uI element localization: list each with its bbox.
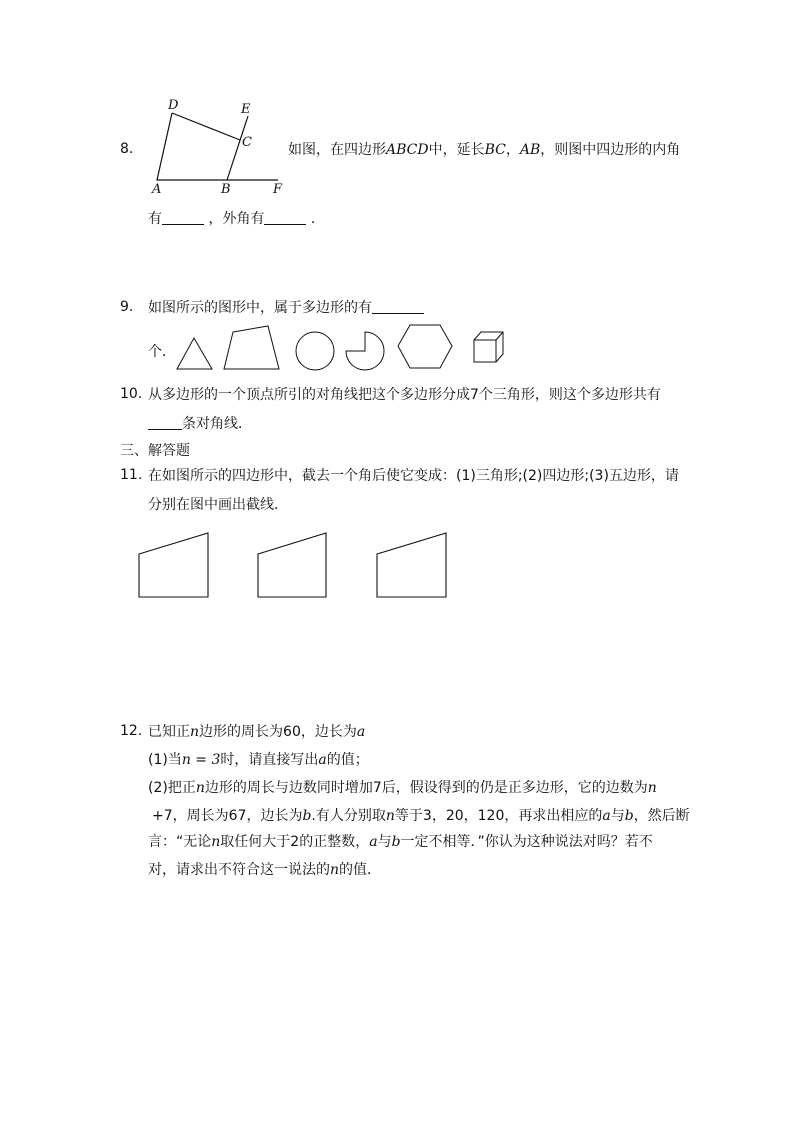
q12-line4 [152,805,690,825]
q8-var-ab: AB [519,142,541,158]
var-n: n [647,780,657,796]
quadrilateral-2[interactable] [258,533,326,597]
q12-line1 [148,721,365,741]
q11-quadrilaterals-figure [130,526,460,606]
q12-text: 与 [377,834,392,850]
var-n: n [330,862,340,878]
var-n: n [211,834,221,850]
q12-text: .有人分别取 [311,808,386,824]
q12-line6 [148,859,381,879]
cube-shape [474,332,503,362]
q12-text: 的值； [326,752,369,768]
var-n: n [190,724,200,740]
fig-label-d: D [168,98,179,113]
fig-label-e: E [241,102,251,117]
q12-text: +7，周长为67，边长为 [152,808,303,824]
q8-text: ，外角有 [208,211,265,227]
q12-line3 [148,777,657,797]
fig-label-f: F [273,182,283,197]
q8-text: 如图，在四边形 [288,142,386,158]
q12-text: 取任何大于2的正整数， [220,834,370,850]
q8-var-abcd: ABCD [386,142,429,158]
q12-text: 对，请求出不符合这一说法的 [148,862,330,878]
q9-text: 如图所示的图形中，属于多边形的有 [148,300,372,316]
answer-blank[interactable] [372,299,424,314]
quadrilateral-3[interactable] [377,533,446,597]
answer-blank[interactable] [162,210,204,225]
q10-number: 10. [120,386,143,402]
q9-shapes-figure [170,318,515,376]
quadrilateral-shape [224,326,279,369]
fig-label-a: A [152,182,162,197]
q12-line2 [148,749,369,769]
q12-text: 的值． [339,862,382,878]
q12-text: 等于3，20，120，再求出相应的 [394,808,603,824]
q12-number: 12. [120,723,143,739]
fig-label-c: C [242,135,252,150]
q8-var-bc: BC [484,142,506,158]
q8-line2 [148,208,325,228]
q9-line2: 个． [148,344,176,360]
q12-text: (1)当 [148,752,182,768]
q11-line2: 分别在图中画出截线． [148,497,288,513]
q12-text: 言：“无论 [148,834,212,850]
var-b: b [624,808,634,824]
q11-number: 11. [120,467,143,483]
q12-text: 与 [610,808,625,824]
q12-text: 已知正 [148,724,190,740]
q10-line2 [148,413,252,433]
q9-stem [148,297,424,317]
var-a: a [369,834,378,850]
answer-blank[interactable] [148,415,182,430]
hexagon-shape [398,325,452,368]
fig-label-b: B [221,182,231,197]
equation-n-eq-3: n = 3 [181,752,221,768]
q8-text: ． [310,211,325,227]
q12-text: 边形的周长与边数同时增加7后，假设得到的仍是正多边形，它的边数为 [204,780,648,796]
var-a: a [356,724,366,740]
quadrilateral-1[interactable] [139,533,208,597]
var-b: b [302,808,312,824]
var-a: a [602,808,611,824]
section-heading: 三、解答题 [120,443,190,459]
q8-number: 8. [120,141,134,157]
q8-text: ，则图中四边形的内角 [540,142,681,158]
q11-line1: 在如图所示的四边形中，截去一个角后使它变成：(1)三角形;(2)四边形;(3)五边形，请 [148,468,679,484]
triangle-shape [177,338,212,369]
sector-shape [346,332,384,370]
q9-number: 9. [120,299,134,315]
q12-text: (2)把正 [148,780,196,796]
q8-text: 有 [148,211,162,227]
q10-stem: 从多边形的一个顶点所引的对角线把这个多边形分成7个三角形，则这个多边形共有 [148,387,661,403]
circle-shape [296,332,334,370]
q12-text: ，然后断 [633,808,690,824]
q12-text: 时，请直接写出 [220,752,319,768]
q8-text: 中，延长 [428,142,485,158]
answer-blank[interactable] [264,210,306,225]
q8-quadrilateral-figure [150,96,290,198]
var-a: a [318,752,327,768]
var-n: n [195,780,205,796]
q12-text: 边形的周长为60，边长为 [199,724,357,740]
q8-text: ， [505,142,520,158]
q8-stem [288,139,680,159]
q12-line5 [148,831,653,851]
var-n: n [385,808,395,824]
q12-text: 一定不相等．”你认为这种说法对吗？若不 [400,834,653,850]
var-b: b [391,834,401,850]
q10-text: 条对角线． [182,416,252,432]
